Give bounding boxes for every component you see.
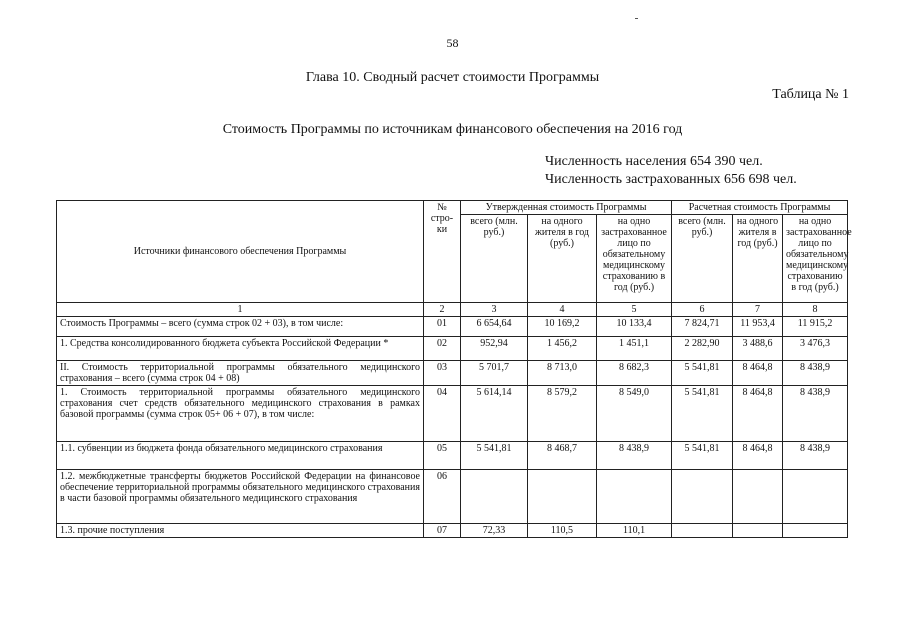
- cell-approved-per-resident: 110,5: [528, 524, 597, 538]
- cell-est-per-insured: 8 438,9: [783, 361, 848, 386]
- cell-est-per-resident: [733, 470, 783, 524]
- row-source: 1. Стоимость территориальной программы обязательного медицинского страхования счет средств обязательного медицинского страхования в рамках базовой программы (сумма строк 05+ 06 + 07), в том числе:: [57, 386, 424, 442]
- colnum-2: 2: [424, 303, 461, 317]
- cell-approved-per-insured: 8 549,0: [597, 386, 672, 442]
- row-source: II. Стоимость территориальной программы обязательного медицинского страхования – всего (сумма строк 04 + 08): [57, 361, 424, 386]
- colnum-5: 5: [597, 303, 672, 317]
- cell-est-per-insured: 8 438,9: [783, 386, 848, 442]
- header-est-per-resident: на одного жителя в год (руб.): [733, 215, 783, 303]
- row-source: 1.2. межбюджетные трансферты бюджетов Российской Федерации на финансовое обеспечение территориальной программы обязательного медицинского страхования в части базовой программы обязательного медицинского страхования: [57, 470, 424, 524]
- population-count: Численность населения 654 390 чел.: [545, 154, 763, 169]
- chapter-title: Глава 10. Сводный расчет стоимости Программы: [305, 70, 600, 85]
- header-est-total: всего (млн. руб.): [672, 215, 733, 303]
- cell-est-total: 5 541,81: [672, 386, 733, 442]
- cell-est-total: 7 824,71: [672, 317, 733, 337]
- cell-approved-per-insured: [597, 470, 672, 524]
- row-source: 1.3. прочие поступления: [57, 524, 424, 538]
- header-approved-per-insured: на одно застрахованное лицо по обязательному медицинскому страхованию в год (руб.): [597, 215, 672, 303]
- cell-approved-total: 5 614,14: [461, 386, 528, 442]
- row-number: 06: [424, 470, 461, 524]
- cell-approved-per-insured: 1 451,1: [597, 337, 672, 361]
- table-row: [57, 361, 848, 386]
- cell-est-per-resident: 3 488,6: [733, 337, 783, 361]
- row-number: 03: [424, 361, 461, 386]
- row-source: Стоимость Программы – всего (сумма строк 02 + 03), в том числе:: [57, 317, 424, 337]
- cell-est-per-resident: 11 953,4: [733, 317, 783, 337]
- colnum-6: 6: [672, 303, 733, 317]
- cell-approved-total: 5 541,81: [461, 442, 528, 470]
- cell-est-per-resident: [733, 524, 783, 538]
- row-source: 1. Средства консолидированного бюджета субъекта Российской Федерации *: [57, 337, 424, 361]
- colnum-8: 8: [783, 303, 848, 317]
- cell-est-total: [672, 524, 733, 538]
- insured-count: Численность застрахованных 656 698 чел.: [545, 172, 797, 187]
- cell-approved-per-insured: 10 133,4: [597, 317, 672, 337]
- cell-est-total: 2 282,90: [672, 337, 733, 361]
- cell-approved-per-insured: 8 438,9: [597, 442, 672, 470]
- page-number: 58: [446, 36, 459, 50]
- cell-approved-per-insured: 110,1: [597, 524, 672, 538]
- cell-est-total: 5 541,81: [672, 361, 733, 386]
- cell-approved-total: 952,94: [461, 337, 528, 361]
- colnum-3: 3: [461, 303, 528, 317]
- cell-approved-per-resident: 1 456,2: [528, 337, 597, 361]
- cell-est-total: 5 541,81: [672, 442, 733, 470]
- table-row: [57, 470, 848, 524]
- header-approved-total: всего (млн. руб.): [461, 215, 528, 303]
- header-approved-per-resident: на одного жителя в год (руб.): [528, 215, 597, 303]
- cell-approved-per-resident: 8 713,0: [528, 361, 597, 386]
- row-number: 02: [424, 337, 461, 361]
- row-number: 01: [424, 317, 461, 337]
- header-estimated: Расчетная стоимость Программы: [672, 201, 848, 215]
- header-approved: Утвержденная стоимость Программы: [461, 201, 672, 215]
- cell-approved-total: 6 654,64: [461, 317, 528, 337]
- cell-est-per-insured: [783, 470, 848, 524]
- cell-approved-total: [461, 470, 528, 524]
- colnum-7: 7: [733, 303, 783, 317]
- cell-est-per-resident: 8 464,8: [733, 361, 783, 386]
- table-row: [57, 442, 848, 470]
- cell-est-per-resident: 8 464,8: [733, 442, 783, 470]
- cell-est-per-insured: 8 438,9: [783, 442, 848, 470]
- colnum-1: 1: [57, 303, 424, 317]
- cell-est-per-resident: 8 464,8: [733, 386, 783, 442]
- table-row: [57, 337, 848, 361]
- header-sources: Источники финансового обеспечения Программы: [57, 201, 424, 303]
- cell-approved-per-resident: 8 579,2: [528, 386, 597, 442]
- cell-est-total: [672, 470, 733, 524]
- cell-approved-per-insured: 8 682,3: [597, 361, 672, 386]
- header-row-top: [57, 201, 848, 215]
- table-row: [57, 317, 848, 337]
- row-number: 07: [424, 524, 461, 538]
- cell-approved-total: 5 701,7: [461, 361, 528, 386]
- table-row: [57, 524, 848, 538]
- cell-est-per-insured: [783, 524, 848, 538]
- header-est-per-insured: на одно застрахованное лицо по обязательному медицинскому страхованию в год (руб.): [783, 215, 848, 303]
- row-number: 05: [424, 442, 461, 470]
- table-number: Таблица № 1: [772, 87, 849, 102]
- cell-approved-per-resident: 8 468,7: [528, 442, 597, 470]
- table-row: [57, 386, 848, 442]
- table-subtitle: Стоимость Программы по источникам финансового обеспечения на 2016 год: [222, 122, 683, 137]
- cost-table: [56, 200, 852, 538]
- cell-est-per-insured: 3 476,3: [783, 337, 848, 361]
- cell-approved-per-resident: 10 169,2: [528, 317, 597, 337]
- column-numbers-row: [57, 303, 848, 317]
- colnum-4: 4: [528, 303, 597, 317]
- header-row-no: № стро-ки: [424, 201, 461, 303]
- cell-est-per-insured: 11 915,2: [783, 317, 848, 337]
- row-source: 1.1. субвенции из бюджета фонда обязательного медицинского страхования: [57, 442, 424, 470]
- cell-approved-total: 72,33: [461, 524, 528, 538]
- cell-approved-per-resident: [528, 470, 597, 524]
- scan-speck: [635, 18, 638, 19]
- row-number: 04: [424, 386, 461, 442]
